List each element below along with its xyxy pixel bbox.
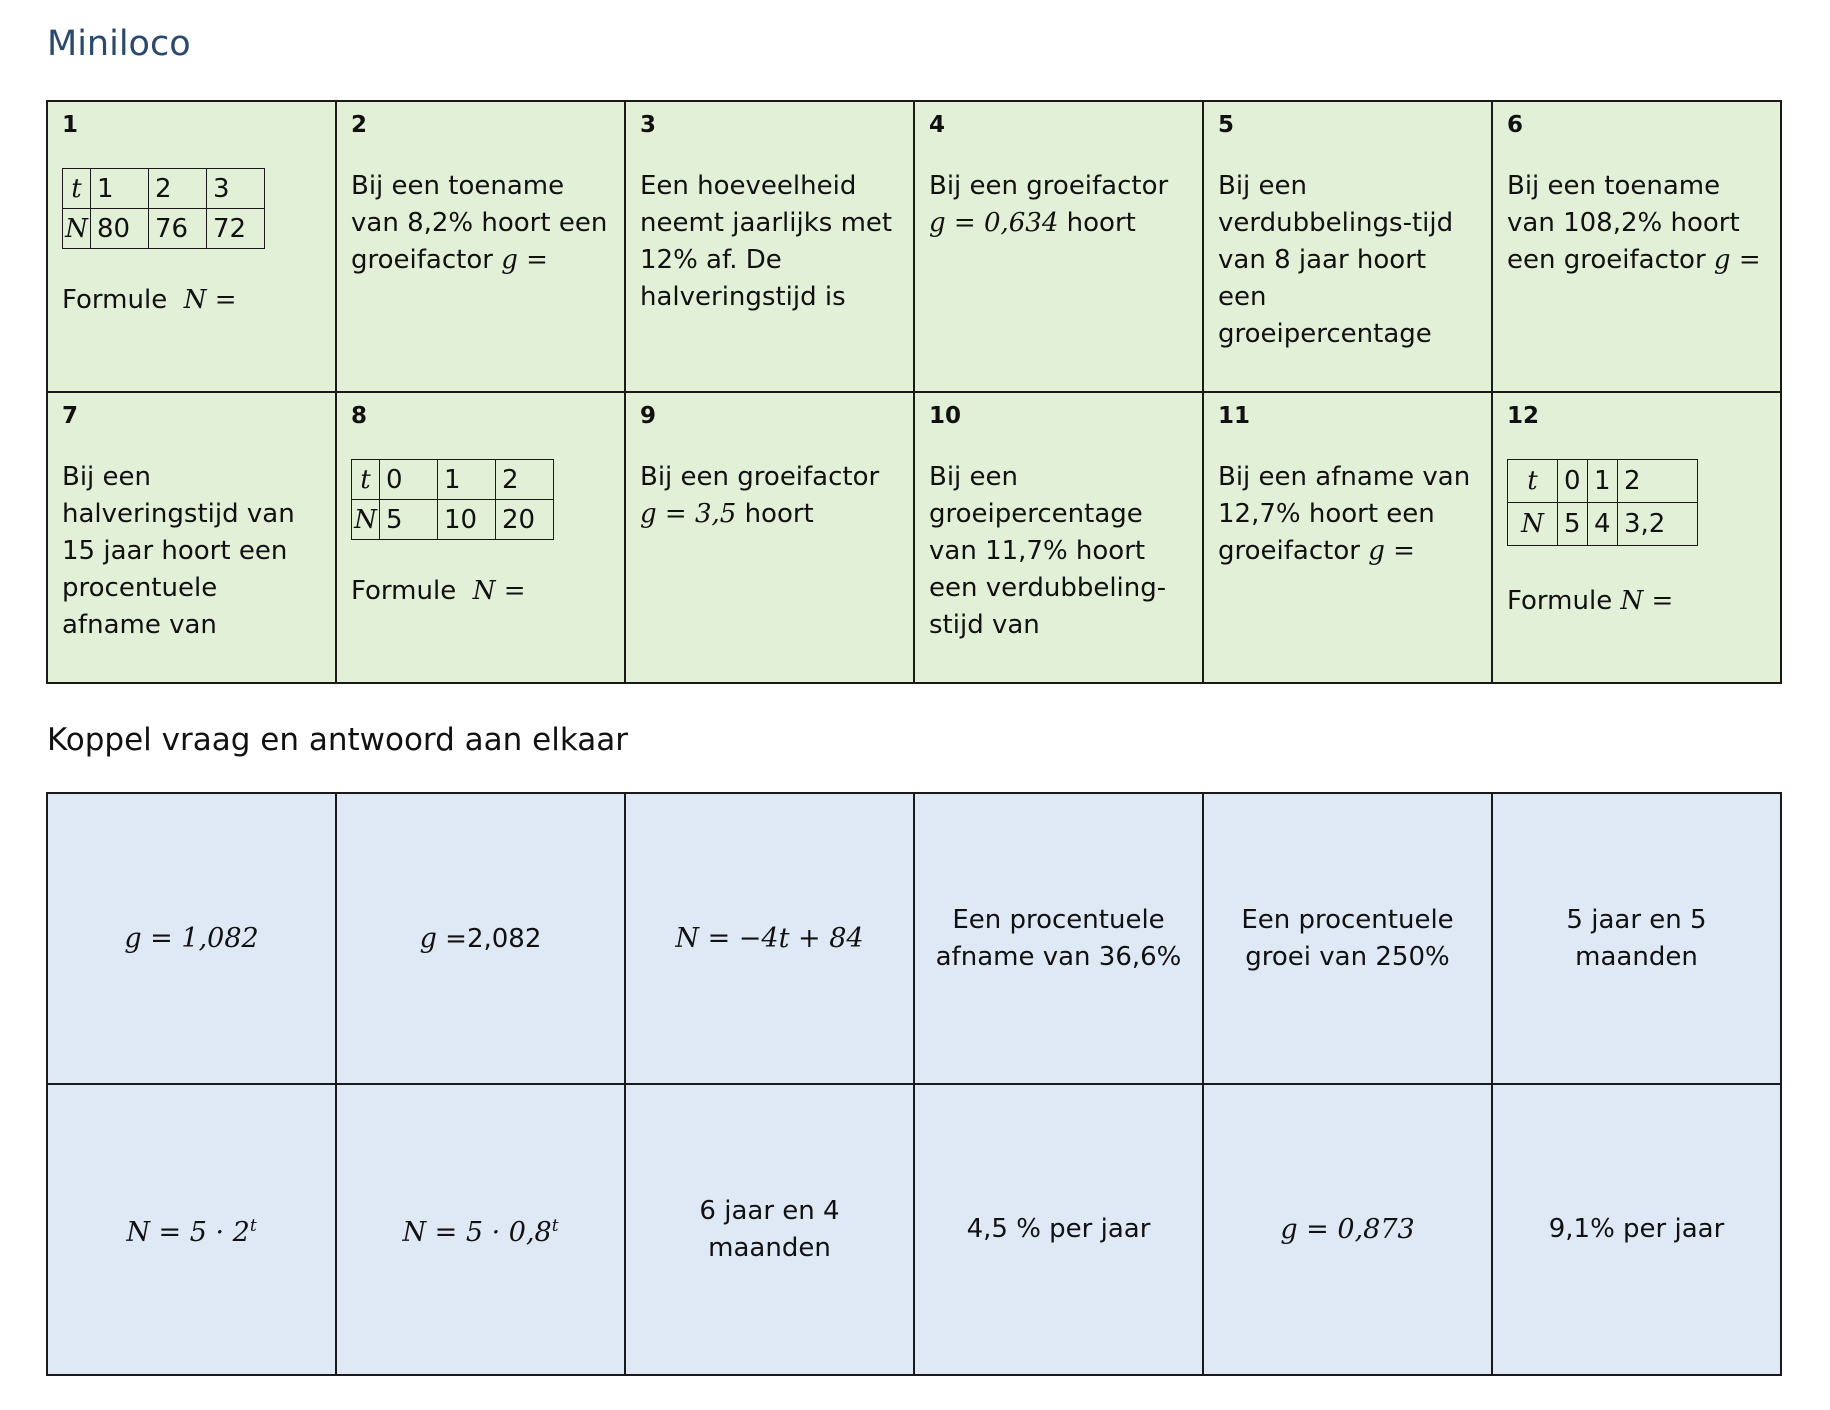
question-row	[47, 392, 1781, 683]
answer-card-3[interactable]	[625, 793, 914, 1084]
question-card-5[interactable]	[1203, 101, 1492, 392]
n-value: 5	[1558, 503, 1588, 546]
answer-card-4[interactable]	[914, 793, 1203, 1084]
question-number: 10	[929, 403, 962, 429]
formula-prompt	[1507, 586, 1766, 616]
answer-exponent: t	[551, 1216, 559, 1236]
answer-math: g = 1,082	[124, 923, 259, 954]
t-label: t	[1508, 460, 1558, 503]
question-text	[640, 459, 899, 533]
n-value: 72	[207, 209, 265, 249]
question-math: g =	[1713, 245, 1761, 275]
question-card-9[interactable]	[625, 392, 914, 683]
question-card-3[interactable]	[625, 101, 914, 392]
n-value: 4	[1588, 503, 1618, 546]
question-body-after: hoort	[1066, 208, 1136, 238]
question-number: 6	[1507, 112, 1524, 138]
question-math: g = 0,634	[929, 208, 1059, 238]
question-number: 3	[640, 112, 657, 138]
question-card-6[interactable]	[1492, 101, 1781, 392]
answer-row	[47, 1084, 1781, 1375]
answer-text	[420, 920, 542, 958]
t-value: 1	[91, 169, 149, 209]
question-text: Een hoeveelheid neemt jaarlijks met 12% af. De halveringstijd is	[640, 171, 893, 312]
formula-math: N =	[472, 576, 526, 606]
answer-math-base: N = 5 · 2	[126, 1217, 250, 1248]
answer-math: g = 0,873	[1280, 1214, 1415, 1245]
answer-text: Een procentuele afname van 36,6%	[935, 904, 1182, 972]
answer-card-1[interactable]	[47, 793, 336, 1084]
formula-label: Formule	[351, 576, 457, 606]
answer-exponent: t	[249, 1216, 257, 1236]
question-text: Bij een groeipercentage van 11,7% hoort een verdubbeling-stijd van	[929, 462, 1167, 640]
question-body: Bij een afname van 12,7% hoort een groeifactor	[1218, 462, 1471, 566]
t-value: 0	[380, 460, 438, 500]
question-card-11[interactable]	[1203, 392, 1492, 683]
answer-card-11[interactable]	[1203, 1084, 1492, 1375]
question-number: 11	[1218, 403, 1251, 429]
question-text: Bij een halveringstijd van 15 jaar hoort een procentuele afname van	[62, 462, 295, 640]
question-number: 1	[62, 112, 79, 138]
formula-math: N =	[183, 285, 237, 315]
question-body: Bij een toename van 108,2% hoort een groeifactor	[1507, 171, 1740, 275]
answer-math-base: N = 5 · 0,8	[402, 1217, 552, 1248]
question-text	[1218, 459, 1477, 570]
answer-card-6[interactable]	[1492, 793, 1781, 1084]
question-number: 12	[1507, 403, 1540, 429]
n-value: 20	[496, 500, 554, 540]
question-body: Bij een groeifactor	[929, 171, 1169, 201]
question-math: g =	[501, 245, 548, 275]
answer-card-2[interactable]	[336, 793, 625, 1084]
n-label: N	[1508, 503, 1558, 546]
answer-value: =2,082	[436, 923, 542, 954]
t-value: 1	[1588, 460, 1618, 503]
question-math: g =	[1368, 536, 1415, 566]
question-number: 2	[351, 112, 368, 138]
value-table	[1507, 459, 1698, 546]
section-heading: Koppel vraag en antwoord aan elkaar	[47, 722, 628, 758]
t-value: 2	[1618, 460, 1698, 503]
formula-math: N =	[1620, 586, 1674, 616]
answer-card-5[interactable]	[1203, 793, 1492, 1084]
t-value: 0	[1558, 460, 1588, 503]
question-number: 9	[640, 403, 657, 429]
n-label: N	[63, 209, 91, 249]
question-body: Bij een groeifactor	[640, 462, 880, 492]
question-text	[929, 168, 1188, 242]
answer-text: 5 jaar en 5 maanden	[1566, 904, 1707, 972]
answer-text: 6 jaar en 4 maanden	[699, 1195, 840, 1263]
question-text: Bij een verdubbelings-tijd van 8 jaar hoort een groeipercentage	[1218, 171, 1454, 349]
question-number: 5	[1218, 112, 1235, 138]
answer-text: Een procentuele groei van 250%	[1241, 904, 1454, 972]
n-value: 5	[380, 500, 438, 540]
answer-row	[47, 793, 1781, 1084]
answer-math-var: g	[419, 922, 437, 954]
question-body: Bij een toename van 8,2% hoort een groeifactor	[351, 171, 608, 275]
n-value: 76	[149, 209, 207, 249]
formula-prompt	[62, 285, 321, 315]
question-card-2[interactable]	[336, 101, 625, 392]
question-card-10[interactable]	[914, 392, 1203, 683]
question-math: g = 3,5	[640, 499, 737, 529]
answer-text: 9,1% per jaar	[1548, 1214, 1725, 1244]
n-value: 10	[438, 500, 496, 540]
answer-card-12[interactable]	[1492, 1084, 1781, 1375]
question-row	[47, 101, 1781, 392]
t-value: 2	[149, 169, 207, 209]
formula-label: Formule	[1507, 586, 1613, 616]
question-card-1[interactable]	[47, 101, 336, 392]
answer-math	[126, 1208, 256, 1251]
answer-card-10[interactable]	[914, 1084, 1203, 1375]
question-card-7[interactable]	[47, 392, 336, 683]
question-grid	[46, 100, 1782, 684]
question-card-12[interactable]	[1492, 392, 1781, 683]
formula-label: Formule	[62, 285, 168, 315]
formula-prompt	[351, 576, 610, 606]
answer-math	[402, 1208, 558, 1251]
t-value: 3	[207, 169, 265, 209]
answer-grid	[46, 792, 1782, 1376]
question-number: 8	[351, 403, 368, 429]
n-label: N	[352, 500, 380, 540]
n-value: 80	[91, 209, 149, 249]
question-number: 4	[929, 112, 946, 138]
answer-math: N = −4t + 84	[675, 923, 864, 954]
question-card-4[interactable]	[914, 101, 1203, 392]
value-table	[351, 459, 554, 540]
t-value: 2	[496, 460, 554, 500]
t-label: t	[352, 460, 380, 500]
t-value: 1	[438, 460, 496, 500]
answer-card-8[interactable]	[336, 1084, 625, 1375]
answer-card-7[interactable]	[47, 1084, 336, 1375]
question-card-8[interactable]	[336, 392, 625, 683]
question-text	[1507, 168, 1766, 279]
question-body-after: hoort	[744, 499, 814, 529]
page-title: Miniloco	[47, 24, 191, 64]
t-label: t	[63, 169, 91, 209]
question-number: 7	[62, 403, 79, 429]
value-table	[62, 168, 265, 249]
question-text	[351, 168, 610, 279]
answer-text: 4,5 % per jaar	[966, 1214, 1151, 1244]
answer-card-9[interactable]	[625, 1084, 914, 1375]
n-value: 3,2	[1618, 503, 1698, 546]
